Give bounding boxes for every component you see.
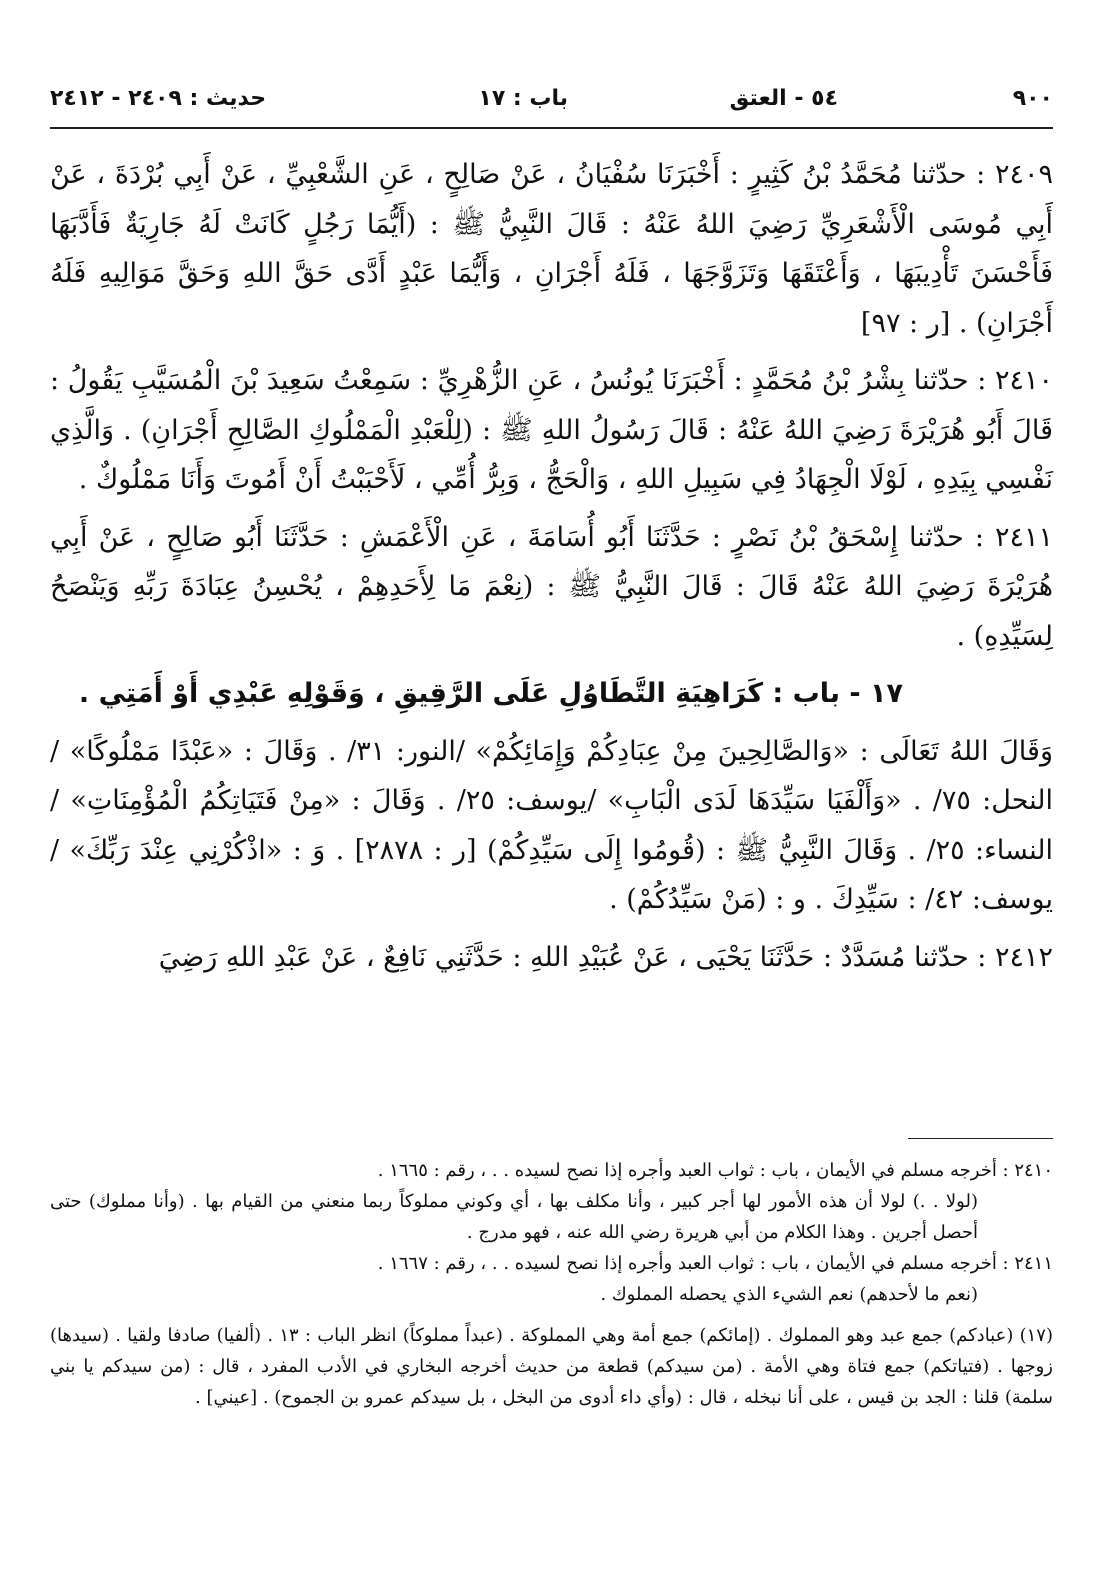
page-number: ٩٠٠ (1012, 86, 1053, 111)
main-text (50, 150, 1053, 982)
hadith-2411: ٢٤١١ : حدّثنا إِسْحَقُ بْنُ نَصْرٍ : حَدَّثَنَا أَبُو أُسَامَةَ ، عَنِ الْأَعْمَشِ : حَدَّثَنَا أَبُو صَالِحٍ ، عَنْ أَبِي هُرَيْرَةَ رَضِيَ اللهُ عَنْهُ قَالَ : قَالَ النَّبِيُّ ﷺ : (نِعْمَ مَا لِأَحَدِهِمْ ، يُحْسِنُ عِبَادَةَ رَبِّهِ وَيَنْصَحُ لِسَيِّدِهِ) . (50, 521, 1053, 652)
footnote-rule (908, 1138, 1053, 1139)
hadith-2412: ٢٤١٢ : حدّثنا مُسَدَّدٌ : حَدَّثَنَا يَحْيَى ، عَنْ عُبَيْدِ اللهِ : حَدَّثَنِي نَافِعٌ ، عَنْ عَبْدِ اللهِ رَضِيَ (158, 941, 1053, 973)
footnote-chapter-17: (١٧) (عبادكم) جمع عبد وهو المملوك . (إمائكم) جمع أمة وهي المملوكة . (عبداً مملوكاً) انظر الباب : ١٣ . (ألفيا) صادفا ولقيا . (سيدها) زوجها . (فتياتكم) جمع فتاة وهي الأمة . (من سيدكم) قطعة من حديث أخرجه البخاري في الأدب المفرد ، قال : (من سيدكم يا بني سلمة) قلنا : الجد بن قيس ، على أنا نبخله ، قال : (وأي داء أدوى من البخل ، بل سيدكم عمرو بن الجموح) . [عيني] . (50, 1325, 1053, 1408)
footnote-2410-note: (لولا . .) لولا أن هذه الأمور لها أجر كبير ، وأنا مكلف بها ، أي وكوني مملوكاً ربما منعني من القيام بها . (وأنا مملوك) حتى أحصل أجرين . وهذا الكلام من أبي هريرة رضي الله عنه ، فهو مدرج . (50, 1191, 978, 1243)
chapter-text: وَقَالَ اللهُ تَعَالَى : «وَالصَّالِحِينَ مِنْ عِبَادِكُمْ وَإِمَائِكُمْ» /النور: ٣١/ . وَقَالَ : «عَبْدًا مَمْلُوكًا» /النحل: ٧٥/ . «وَأَلْفَيَا سَيِّدَهَا لَدَى الْبَابِ» /يوسف: ٢٥/ . وَقَالَ : «مِنْ فَتَيَاتِكُمُ الْمُؤْمِنَاتِ» /النساء: ٢٥/ . وَقَالَ النَّبِيُّ ﷺ : (قُومُوا إِلَى سَيِّدِكُمْ) [ر : ٢٨٧٨] . وَ : «اذْكُرْنِي عِنْدَ رَبِّكَ» /يوسف: ٤٢/ : سَيِّدِكَ . و : (مَنْ سَيِّدُكُمْ) . (50, 735, 1053, 915)
footnotes (50, 1155, 1053, 1413)
running-header (50, 80, 1053, 120)
hadith-2410: ٢٤١٠ : حدّثنا بِشْرُ بْنُ مُحَمَّدٍ : أَخْبَرَنَا يُونُسُ ، عَنِ الزُّهْرِيِّ : سَمِعْتُ سَعِيدَ بْنَ الْمُسَيَّبِ يَقُولُ : قَالَ أَبُو هُرَيْرَةَ رَضِيَ اللهُ عَنْهُ : قَالَ رَسُولُ اللهِ ﷺ : (لِلْعَبْدِ الْمَمْلُوكِ الصَّالِحِ أَجْرَانِ) . وَالَّذِي نَفْسِي بِيَدِهِ ، لَوْلَا الْجِهَادُ فِي سَبِيلِ اللهِ ، وَالْحَجُّ ، وَبِرُّ أُمِّي ، لَأَحْبَبْتُ أَنْ أَمُوتَ وَأَنَا مَمْلُوكٌ . (50, 365, 1053, 495)
hadith-2409: ٢٤٠٩ : حدّثنا مُحَمَّدُ بْنُ كَثِيرٍ : أَخْبَرَنَا سُفْيَانُ ، عَنْ صَالِحٍ ، عَنِ الشَّعْبِيِّ ، عَنْ أَبِي بُرْدَةَ ، عَنْ أَبِي مُوسَى الْأَشْعَرِيِّ رَضِيَ اللهُ عَنْهُ : قَالَ النَّبِيُّ ﷺ : (أَيُّمَا رَجُلٍ كَانَتْ لَهُ جَارِيَةٌ فَأَدَّبَهَا فَأَحْسَنَ تَأْدِيبَهَا ، وَأَعْتَقَهَا وَتَزَوَّجَهَا ، فَلَهُ أَجْرَانِ ، وَأَيُّمَا عَبْدٍ أَدَّى حَقَّ اللهِ وَحَقَّ مَوَالِيهِ فَلَهُ أَجْرَانِ) . [ر : ٩٧] (50, 159, 1053, 339)
footnote-2410: ٢٤١٠ : أخرجه مسلم في الأيمان ، باب : ثواب العبد وأجره إذا نصح لسيده . . ، رقم : ١٦٦٥ . (377, 1160, 1053, 1181)
book-title: ٥٤ - العتق (729, 86, 838, 111)
chapter-number: باب : ١٧ (478, 86, 568, 111)
footnote-2411: ٢٤١١ : أخرجه مسلم في الأيمان ، باب : ثواب العبد وأجره إذا نصح لسيده . . ، رقم : ١٦٦٧ . (377, 1253, 1053, 1274)
chapter-title: ١٧ - باب : كَرَاهِيَةِ التَّطَاوُلِ عَلَى الرَّقِيقِ ، وَقَوْلِهِ عَبْدِي أَوْ أَمَتِي . (78, 678, 903, 709)
footnote-2411-note: (نعم ما لأحدهم) نعم الشيء الذي يحصله المملوك . (600, 1284, 978, 1305)
header-rule (50, 127, 1053, 129)
hadith-range: حديث : ٢٤٠٩ - ٢٤١٢ (50, 86, 267, 111)
